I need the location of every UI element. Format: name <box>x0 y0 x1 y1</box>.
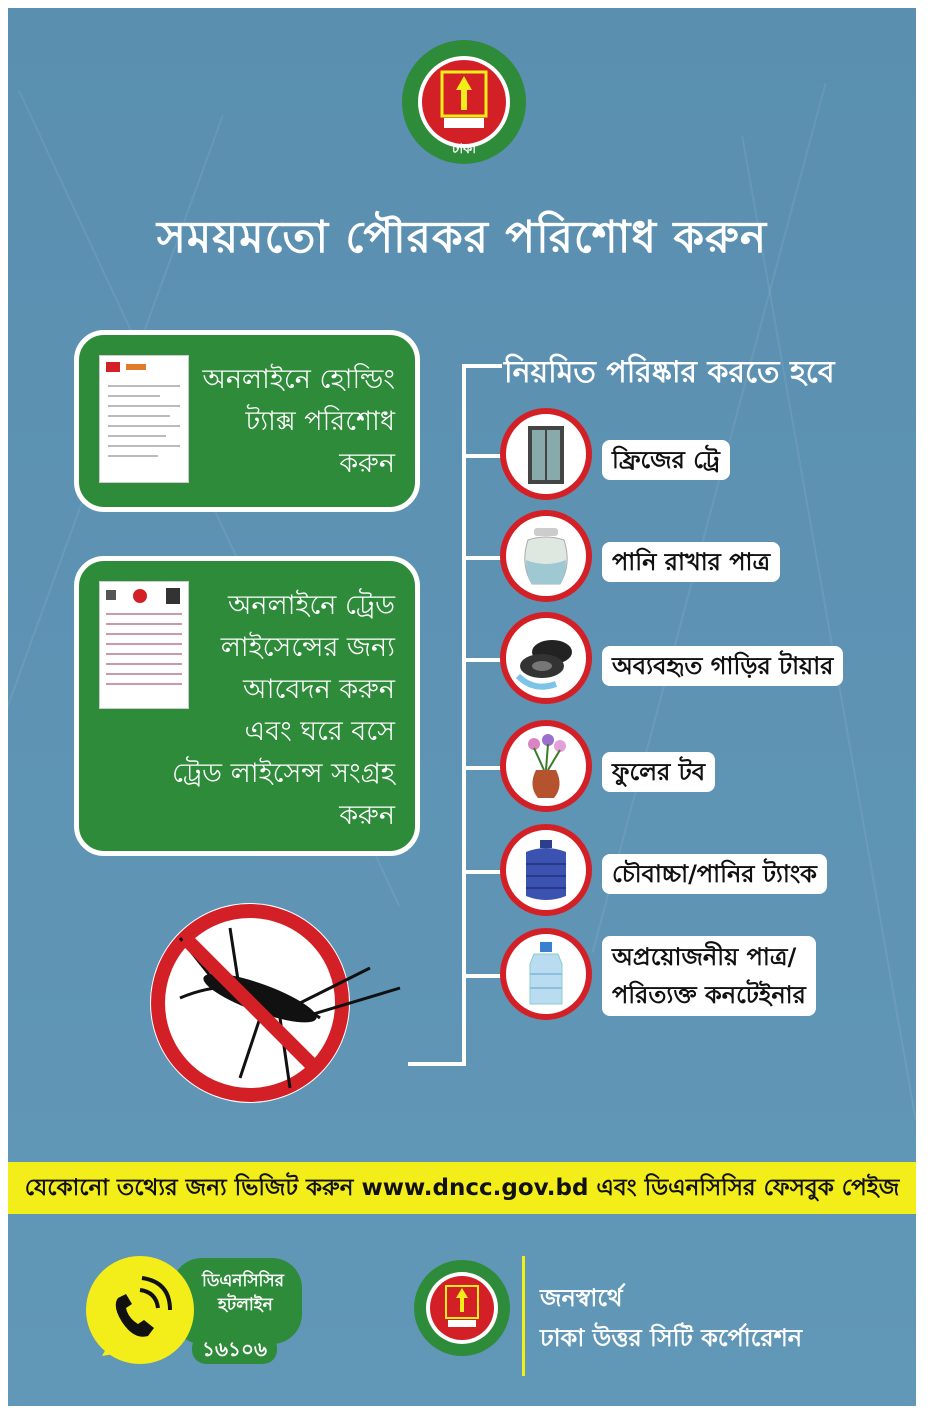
list-item-water-tank: চৌবাচ্চা/পানির ট্যাংক <box>602 854 827 894</box>
info-band[interactable]: যেকোনো তথ্যের জন্য ভিজিট করুন www.dncc.gov.bd এবং ডিএনসিসির ফেসবুক পেইজ <box>8 1162 916 1214</box>
hotline-label-1: ডিএনসিসির <box>202 1271 284 1291</box>
holding-tax-line-2: ট্যাক্স পরিশোধ <box>245 406 395 437</box>
list-item-water-container: পানি রাখার পাত্র <box>602 542 780 582</box>
poster <box>8 8 916 1406</box>
footer-slogan: জনস্বার্থে <box>540 1284 623 1312</box>
fridge-icon <box>500 408 592 500</box>
holding-tax-line-1: অনলাইনে হোল্ডিং <box>202 364 395 395</box>
unused-container-line-2: পরিত্যক্ত কনটেইনার <box>612 981 806 1009</box>
seal-bottom-text: ঢাকা <box>452 142 476 157</box>
no-mosquito-icon <box>140 898 410 1108</box>
unused-container-line-1: অপ্রয়োজনীয় পাত্র/ <box>612 943 797 971</box>
footer-divider <box>522 1256 525 1376</box>
list-item-unused-container <box>602 936 816 1016</box>
trade-license-line-2: লাইসেন্সের জন্য <box>220 632 395 663</box>
holding-tax-card[interactable] <box>74 330 420 512</box>
footer-dncc-seal-logo <box>412 1258 512 1358</box>
water-jar-icon <box>500 510 592 602</box>
clean-list-title: নিয়মিত পরিষ্কার করতে হবে <box>504 355 835 390</box>
hotline-number: ১৬১০৬ <box>192 1334 277 1364</box>
trade-license-line-6: করুন <box>339 800 395 831</box>
trade-license-line-3: আবেদন করুন <box>243 674 395 705</box>
list-item-unused-tire: অব্যবহৃত গাড়ির টায়ার <box>602 646 843 686</box>
trade-license-line-4: এবং ঘরে বসে <box>244 716 395 747</box>
footer-org-name: ঢাকা উত্তর সিটি কর্পোরেশন <box>540 1324 803 1352</box>
trade-license-line-5: ট্রেড লাইসেন্স সংগ্রহ <box>172 758 395 789</box>
list-connector-line <box>462 366 466 1066</box>
tire-icon <box>500 612 592 704</box>
hotline-badge[interactable] <box>82 1248 312 1368</box>
holding-tax-line-3: করুন <box>339 448 395 479</box>
flower-vase-icon <box>500 720 592 812</box>
hotline-label-2: হটলাইন <box>218 1295 273 1315</box>
trade-license-card[interactable] <box>74 556 420 856</box>
water-tank-icon <box>500 824 592 916</box>
water-bottle-icon <box>500 928 592 1020</box>
page-title: সময়মতো পৌরকর পরিশোধ করুন <box>156 212 768 263</box>
list-item-fridge-tray: ফ্রিজের ট্রে <box>602 440 730 480</box>
receipt-document-image <box>99 355 189 483</box>
list-item-flower-pot: ফুলের টব <box>602 752 715 792</box>
trade-license-line-1: অনলাইনে ট্রেড <box>227 590 395 621</box>
